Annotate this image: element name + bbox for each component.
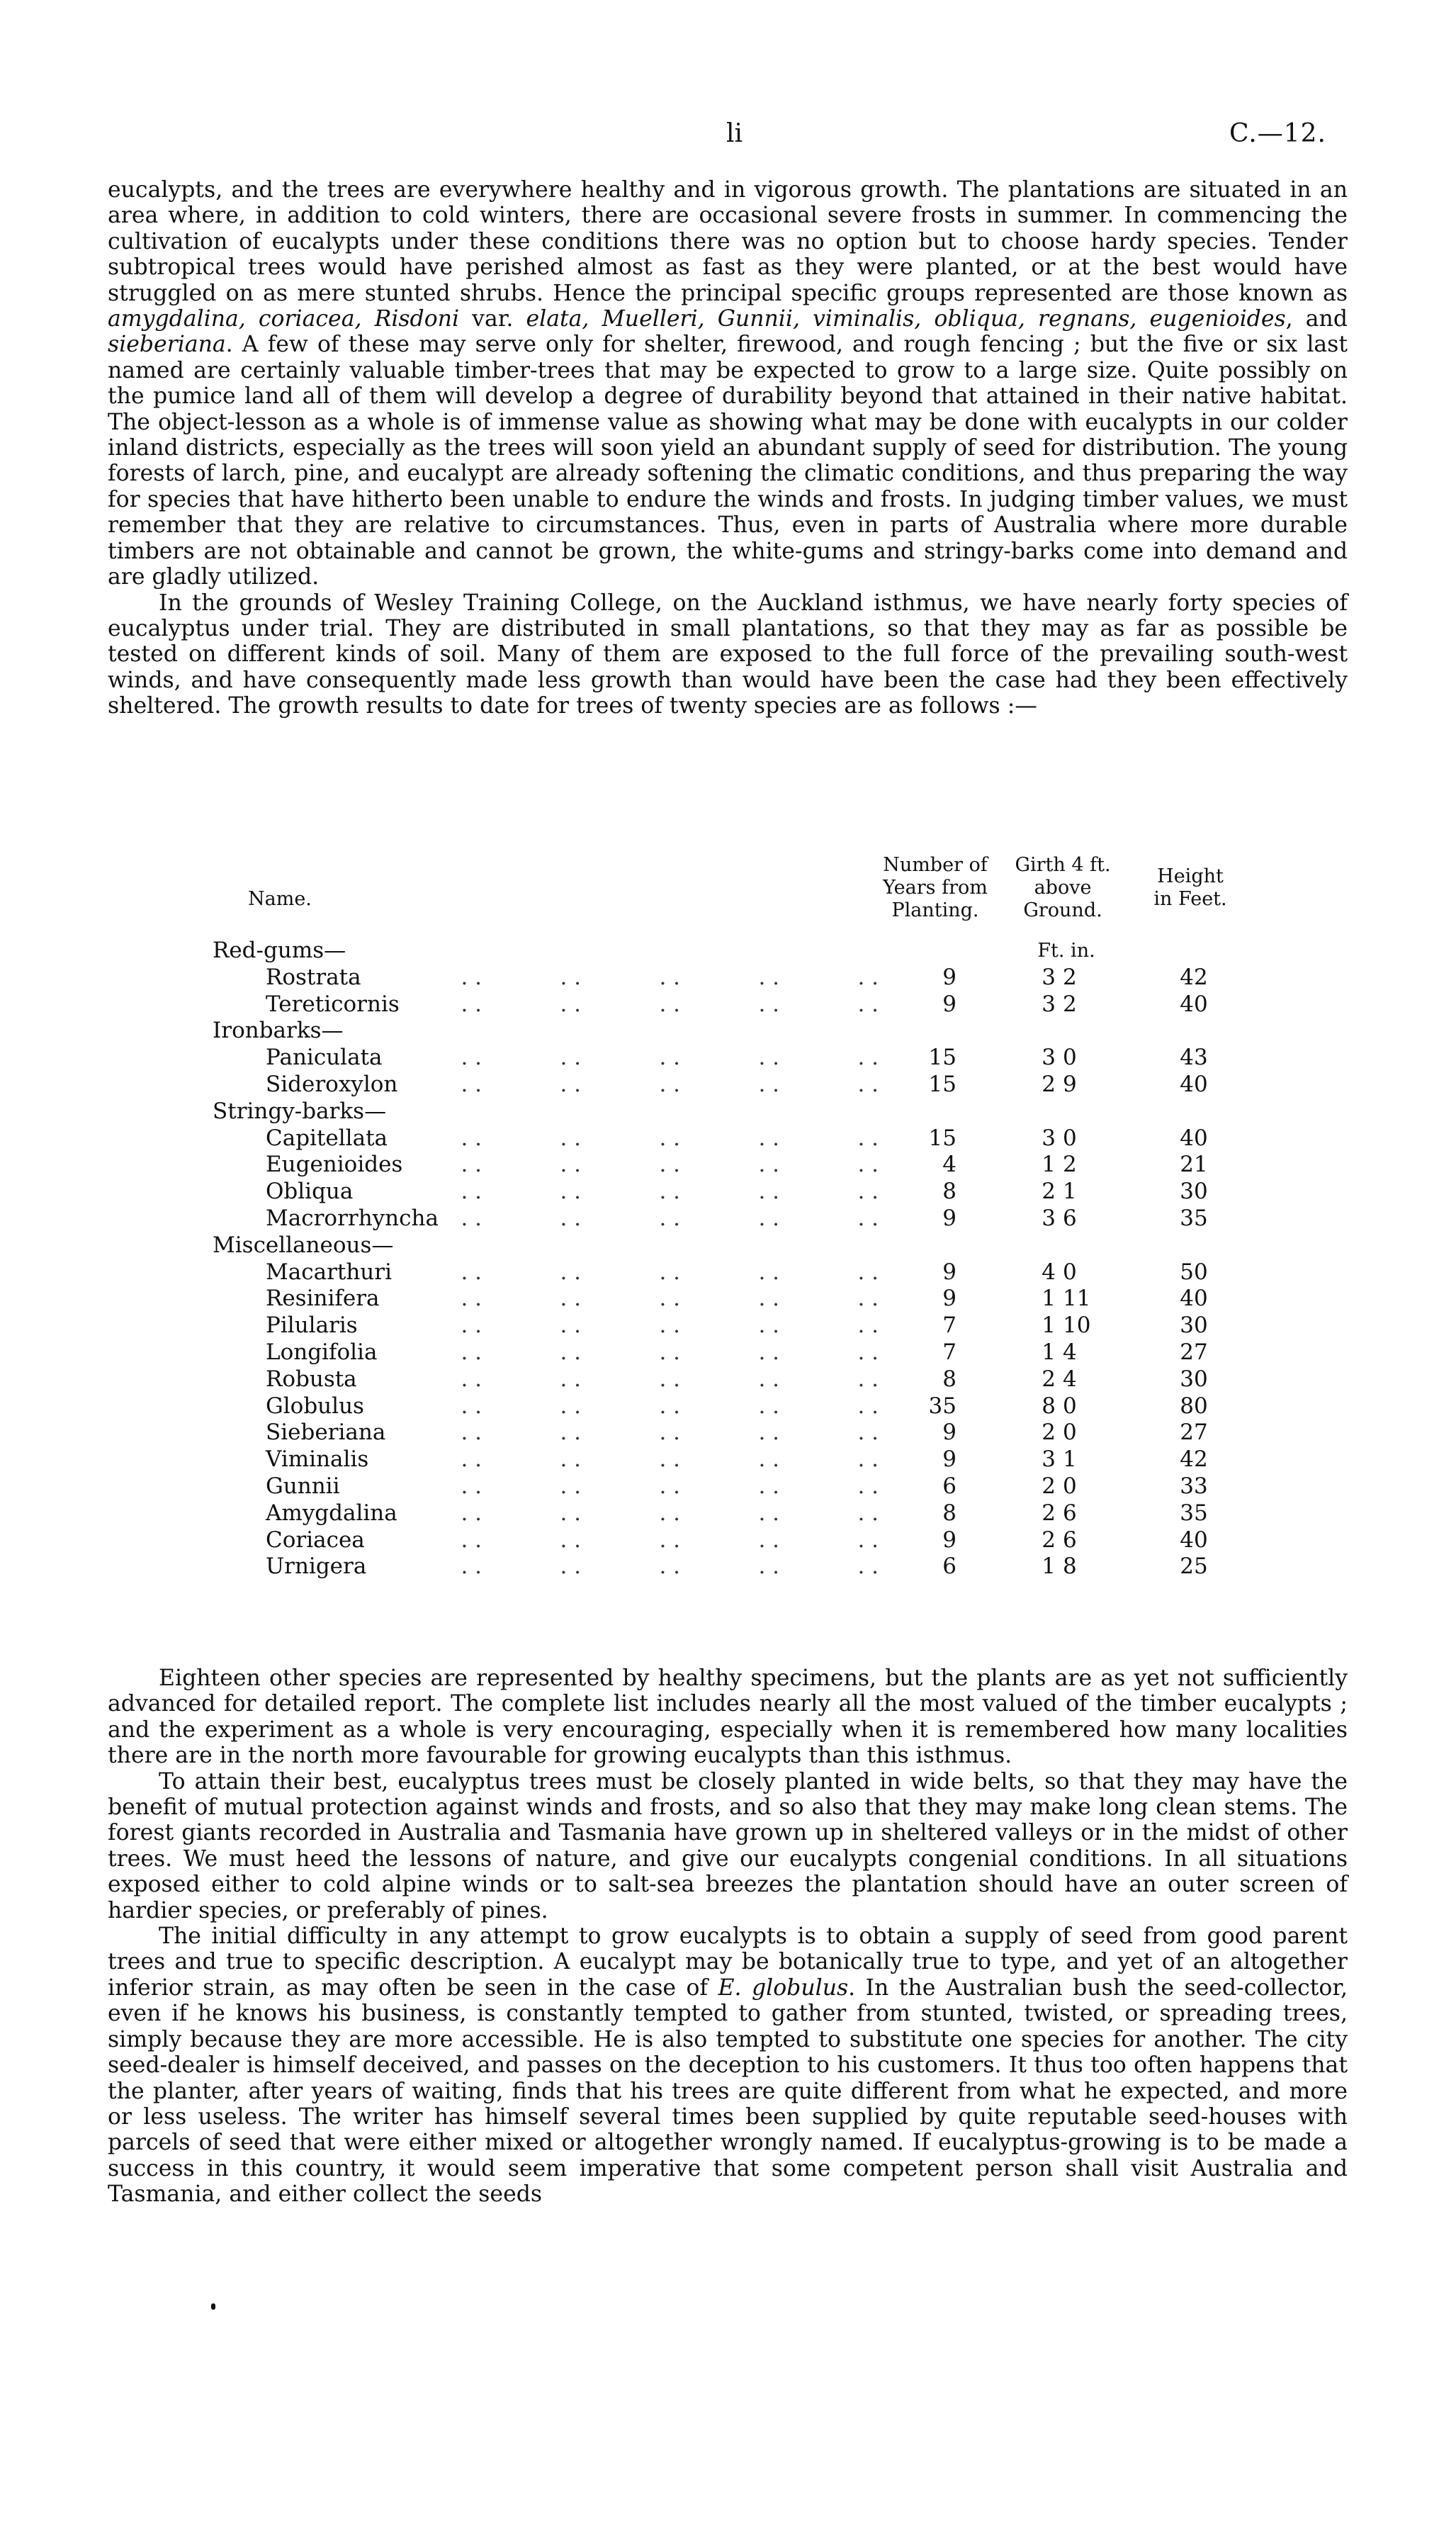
table-row — [213, 1393, 1275, 1420]
table-row — [213, 991, 1275, 1018]
dot-leader: . . . . . . . . . . — [461, 1339, 879, 1365]
text-run: var. — [459, 306, 526, 332]
girth-feet: 2 — [1042, 1500, 1056, 1526]
height-feet: 42 — [1180, 1446, 1208, 1473]
height-feet: 40 — [1180, 1125, 1208, 1151]
document-reference: C.—12. — [1229, 119, 1326, 148]
girth-inches: 0 — [1063, 1259, 1077, 1285]
girth-feet: 3 — [1042, 1205, 1056, 1231]
dot-leader: . . . . . . . . . . — [461, 1500, 879, 1526]
species-name: Macrorrhyncha — [266, 1205, 439, 1231]
group-label: Miscellaneous— — [213, 1232, 394, 1258]
group-label: Red-gums— — [213, 938, 346, 963]
girth-feet: 2 — [1042, 1527, 1056, 1553]
table-group-row — [213, 938, 1275, 965]
girth-feet: 2 — [1042, 1420, 1056, 1446]
girth-feet: 1 — [1042, 1554, 1056, 1580]
species-name: Gunnii — [266, 1473, 340, 1499]
height-feet: 25 — [1180, 1554, 1208, 1580]
table-row — [213, 1072, 1275, 1099]
girth-inches: 0 — [1063, 1045, 1077, 1071]
girth-feet: 3 — [1042, 1045, 1056, 1071]
species-name: Sideroxylon — [266, 1071, 398, 1097]
years-from-planting: 4 — [942, 1152, 956, 1178]
table-row — [213, 1152, 1275, 1179]
height-feet: 42 — [1180, 964, 1208, 990]
species-name: Viminalis — [266, 1446, 369, 1473]
body-text-bottom — [108, 1665, 1348, 2208]
years-from-planting: 7 — [942, 1339, 956, 1365]
girth-inches: 0 — [1063, 1125, 1077, 1151]
species-name: Amygdalina — [266, 1500, 397, 1526]
species-name: Robusta — [266, 1366, 357, 1392]
table-row — [213, 1179, 1275, 1206]
dot-leader: . . . . . . . . . . — [461, 1071, 879, 1097]
table-row — [213, 1339, 1275, 1366]
dot-leader: . . . . . . . . . . — [461, 1420, 879, 1446]
group-label: Stringy-barks— — [213, 1098, 387, 1124]
girth-feet: 3 — [1042, 1446, 1056, 1473]
species-name: Eugenioides — [266, 1152, 403, 1178]
table-row — [213, 1420, 1275, 1446]
paragraph — [108, 177, 1348, 590]
text-run: . In the Australian bush the seed-collector, even if he knows his business, is constantly tempted to gather from stunted, twisted, or spreading trees, simply because they are more accessible. He is also tempted to substitute one species for another. The city seed-dealer is himself deceived, and passes on the deception to his customers. It thus too often happens that the planter, after years of waiting, finds that his trees are quite different from what he expected, and more or less useless. The writer has himself several times been supplied by quite reputable seed-houses with parcels of seed that were either mixed or altogether wrongly named. If eucalyptus-growing is to be made a success in this country, it would seem imperative that some competent person shall visit Australia and Tasmania, and either collect the seeds — [108, 1974, 1348, 2208]
girth-feet: 3 — [1042, 991, 1056, 1017]
girth-inches: 0 — [1063, 1393, 1077, 1419]
table-group-row — [213, 1232, 1275, 1259]
years-from-planting: 8 — [942, 1500, 956, 1526]
italic-term: amygdalina, coriacea, Risdoni — [108, 306, 460, 332]
girth-units: Ft. in. — [1037, 940, 1095, 962]
column-header-height: Height in Feet. — [1153, 865, 1227, 910]
girth-feet: 1 — [1042, 1286, 1056, 1312]
girth-inches: 0 — [1063, 1473, 1077, 1499]
years-from-planting: 9 — [942, 991, 956, 1017]
height-feet: 40 — [1180, 991, 1208, 1017]
height-feet: 30 — [1180, 1366, 1208, 1392]
dot-leader: . . . . . . . . . . — [461, 1313, 879, 1339]
table-row — [213, 1366, 1275, 1393]
paragraph — [108, 590, 1348, 719]
girth-feet: 2 — [1042, 1071, 1056, 1097]
years-from-planting: 6 — [942, 1473, 956, 1499]
girth-feet: 1 — [1042, 1152, 1056, 1178]
text-run: To attain their best, eucalyptus trees must be closely planted in wide belts, so that they may have the benefit of mutual protection against winds and frosts, and so also that they may make long clean stems. The forest giants recorded in Australia and Tasmania have grown up in sheltered valleys or in the midst of other trees. We must heed the lessons of nature, and give our eucalypts congenial conditions. In all situations exposed either to cold alpine winds or to salt-sea breezes the plantation should have an outer screen of hardier species, or preferably of pines. — [108, 1768, 1348, 1923]
height-feet: 40 — [1180, 1071, 1208, 1097]
girth-inches: 6 — [1063, 1205, 1077, 1231]
table-header — [213, 854, 1275, 938]
girth-inches: 8 — [1063, 1554, 1077, 1580]
paragraph — [108, 1665, 1348, 1769]
years-from-planting: 9 — [942, 1446, 956, 1473]
column-header-years: Number of Years from Planting. — [883, 854, 988, 921]
species-name: Urnigera — [266, 1554, 367, 1580]
girth-feet: 8 — [1042, 1393, 1056, 1419]
table-row — [213, 965, 1275, 991]
table-row — [213, 1206, 1275, 1232]
species-name: Pilularis — [266, 1313, 358, 1339]
height-feet: 27 — [1180, 1339, 1208, 1365]
group-label: Ironbarks— — [213, 1018, 344, 1044]
body-text-top — [108, 177, 1348, 719]
girth-inches: 10 — [1063, 1313, 1091, 1339]
years-from-planting: 9 — [942, 1286, 956, 1312]
girth-feet: 2 — [1042, 1366, 1056, 1392]
species-name: Paniculata — [266, 1045, 383, 1071]
girth-inches: 4 — [1063, 1339, 1077, 1365]
table-row — [213, 1286, 1275, 1313]
species-name: Obliqua — [266, 1179, 354, 1205]
column-header-girth: Girth 4 ft. above Ground. — [1015, 854, 1111, 921]
years-from-planting: 9 — [942, 964, 956, 990]
dot-leader: . . . . . . . . . . — [461, 1152, 879, 1178]
years-from-planting: 8 — [942, 1366, 956, 1392]
text-run: Eighteen other species are represented by healthy specimens, but the plants are as yet not sufficiently advanced for detailed report. The complete list includes nearly all the most valued of the timber eucalypts ; and the experiment as a whole is very encouraging, especially when it is remembered how many localities there are in the north more favourable for growing eucalypts than this isthmus. — [108, 1665, 1348, 1769]
species-name: Tereticornis — [266, 991, 400, 1017]
height-feet: 33 — [1180, 1473, 1208, 1499]
paragraph — [108, 1923, 1348, 2207]
dot-leader: . . . . . . . . . . — [461, 1393, 879, 1419]
species-name: Sieberiana — [266, 1420, 386, 1446]
species-name: Longifolia — [266, 1339, 378, 1365]
girth-feet: 3 — [1042, 1125, 1056, 1151]
text-run: The initial difficulty in any attempt to grow eucalypts is to obtain a supply of seed from good parent trees and true to specific description. A eucalypt may be botanically true to type, and yet of an altogether inferior strain, as may often be seen in the case of — [108, 1923, 1348, 2001]
species-name: Coriacea — [266, 1527, 365, 1553]
girth-inches: 6 — [1063, 1500, 1077, 1526]
dot-leader: . . . . . . . . . . — [461, 1286, 879, 1312]
italic-term: sieberiana — [108, 332, 226, 358]
species-name: Rostrata — [266, 964, 361, 990]
table-row — [213, 1446, 1275, 1473]
table-row — [213, 1313, 1275, 1339]
years-from-planting: 9 — [942, 1527, 956, 1553]
years-from-planting: 7 — [942, 1313, 956, 1339]
height-feet: 30 — [1180, 1179, 1208, 1205]
table-row — [213, 1045, 1275, 1072]
girth-feet: 2 — [1042, 1179, 1056, 1205]
girth-feet: 4 — [1042, 1259, 1056, 1285]
table-row — [213, 1500, 1275, 1527]
dot-leader: . . . . . . . . . . — [461, 964, 879, 990]
growth-results-table — [213, 854, 1275, 1580]
girth-feet: 1 — [1042, 1339, 1056, 1365]
years-from-planting: 9 — [942, 1259, 956, 1285]
years-from-planting: 15 — [928, 1045, 956, 1071]
column-header-name: Name. — [248, 888, 312, 910]
years-from-planting: 15 — [928, 1071, 956, 1097]
height-feet: 30 — [1180, 1313, 1208, 1339]
dot-leader: . . . . . . . . . . — [461, 1125, 879, 1151]
dot-leader: . . . . . . . . . . — [461, 1527, 879, 1553]
years-from-planting: 9 — [942, 1205, 956, 1231]
species-name: Macarthuri — [266, 1259, 393, 1285]
height-feet: 40 — [1180, 1527, 1208, 1553]
table-group-row — [213, 1099, 1275, 1125]
dot-leader: . . . . . . . . . . — [461, 1259, 879, 1285]
table-row — [213, 1554, 1275, 1580]
text-run: . A few of these may serve only for shelter, firewood, and rough fencing ; but the five or six last named are certainly valuable timber-trees that may be expected to grow to a large size. Quite possibly on the pumice land all of them will develop a degree of durability beyond that attained in their native habitat. The object-lesson as a whole is of immense value as showing what may be done with eucalypts in our colder inland districts, especially as the trees will soon yield an abundant supply of seed for distribution. The young forests of larch, pine, and eucalypt are already softening the climatic conditions, and thus preparing the way for species that have hitherto been unable to endure the winds and frosts. In judging timber values, we must remember that they are relative to circumstances. Thus, even in parts of Australia where more durable timbers are not obtainable and cannot be grown, the white-gums and stringy-barks come into demand and are gladly utilized. — [108, 332, 1348, 590]
height-feet: 43 — [1180, 1045, 1208, 1071]
height-feet: 80 — [1180, 1393, 1208, 1419]
years-from-planting: 9 — [942, 1420, 956, 1446]
table-row — [213, 1473, 1275, 1500]
table-body — [213, 938, 1275, 1580]
height-feet: 35 — [1180, 1500, 1208, 1526]
text-run: In the grounds of Wesley Training College, on the Auckland isthmus, we have nearly forty species of eucalyptus under trial. They are distributed in small plantations, so that they may as far as possible be tested on different kinds of soil. Many of them are exposed to the full force of the prevailing south-west winds, and have consequently made less growth than would have been the case had they been effectively sheltered. The growth results to date for trees of twenty species are as follows :— — [108, 590, 1348, 719]
height-feet: 21 — [1180, 1152, 1208, 1178]
italic-term: E. globulus — [718, 1974, 849, 2001]
girth-inches: 1 — [1063, 1179, 1077, 1205]
girth-inches: 0 — [1063, 1420, 1077, 1446]
height-feet: 40 — [1180, 1286, 1208, 1312]
table-row — [213, 1527, 1275, 1554]
dot-leader: . . . . . . . . . . — [461, 991, 879, 1017]
dot-leader: . . . . . . . . . . — [461, 1045, 879, 1071]
dot-leader: . . . . . . . . . . — [461, 1205, 879, 1231]
page-header — [0, 119, 1456, 155]
years-from-planting: 6 — [942, 1554, 956, 1580]
dot-leader: . . . . . . . . . . — [461, 1554, 879, 1580]
dot-leader: . . . . . . . . . . — [461, 1473, 879, 1499]
girth-feet: 1 — [1042, 1313, 1056, 1339]
dot-leader: . . . . . . . . . . — [461, 1446, 879, 1473]
species-name: Resinifera — [266, 1286, 380, 1312]
years-from-planting: 35 — [928, 1393, 956, 1419]
table-row — [213, 1259, 1275, 1286]
table-group-row — [213, 1018, 1275, 1045]
text-run: , and — [1285, 306, 1348, 332]
table-row — [213, 1125, 1275, 1152]
girth-inches: 2 — [1063, 1152, 1077, 1178]
girth-inches: 6 — [1063, 1527, 1077, 1553]
species-name: Globulus — [266, 1393, 364, 1419]
height-feet: 50 — [1180, 1259, 1208, 1285]
years-from-planting: 8 — [942, 1179, 956, 1205]
dot-leader: . . . . . . . . . . — [461, 1179, 879, 1205]
girth-feet: 3 — [1042, 964, 1056, 990]
girth-inches: 9 — [1063, 1071, 1077, 1097]
page-number: li — [726, 119, 743, 148]
paragraph — [108, 1769, 1348, 1923]
height-feet: 27 — [1180, 1420, 1208, 1446]
girth-feet: 2 — [1042, 1473, 1056, 1499]
text-run: eucalypts, and the trees are everywhere healthy and in vigorous growth. The plantations are situated in an area where, in addition to cold winters, there are occasional severe frosts in summer. In commencing the cultivation of eucalypts under these conditions there was no option but to choose hardy species. Tender subtropical trees would have perished almost as fast as they were planted, or at the best would have struggled on as mere stunted shrubs. Hence the principal specific groups represented are those known as — [108, 177, 1348, 306]
girth-inches: 2 — [1063, 991, 1077, 1017]
girth-inches: 1 — [1063, 1446, 1077, 1473]
girth-inches: 4 — [1063, 1366, 1077, 1392]
dot-leader: . . . . . . . . . . — [461, 1366, 879, 1392]
years-from-planting: 15 — [928, 1125, 956, 1151]
italic-term: elata, Muelleri, Gunnii, viminalis, obliqua, regnans, eugenioides — [526, 306, 1286, 332]
print-mark — [211, 2303, 215, 2310]
girth-inches: 11 — [1063, 1286, 1091, 1312]
height-feet: 35 — [1180, 1205, 1208, 1231]
girth-inches: 2 — [1063, 964, 1077, 990]
species-name: Capitellata — [266, 1125, 388, 1151]
